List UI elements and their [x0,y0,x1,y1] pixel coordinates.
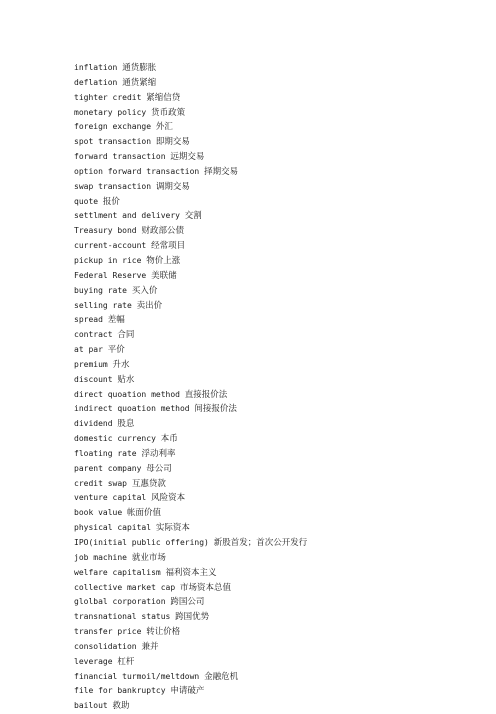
glossary-entry [74,76,434,91]
entry-translation: 转让价格 [146,627,181,638]
entry-term: transnational status [74,612,171,622]
glossary-entry [74,610,434,625]
entry-term: discount [74,374,113,384]
entry-translation: 股息 [117,419,135,430]
glossary-entry [74,417,434,432]
glossary-entry [74,328,434,343]
entry-term: file for bankruptcy [74,686,166,696]
glossary-entry [74,388,434,403]
glossary-entry [74,491,434,506]
entry-translation: 间接报价法 [194,404,237,415]
entry-translation: 申请破产 [170,686,205,697]
entry-term: IPO(initial public offering) [74,538,209,547]
entry-translation: 实际资本 [155,523,190,534]
entry-translation: 即期交易 [155,137,190,148]
entry-translation: 合同 [117,330,135,341]
entry-translation: 财政部公债 [141,226,184,237]
glossary-entry [74,684,434,699]
glossary-entry [74,269,434,284]
entry-translation: 救助 [112,701,130,712]
glossary-entry [74,551,434,566]
entry-term: current-account [74,241,147,251]
glossary-entry [74,224,434,239]
entry-term: monetary policy [74,107,147,117]
entry-translation: 买入价 [131,285,158,296]
entry-term: parent company [74,463,142,473]
entry-translation: 市场资本总值 [179,582,231,593]
entry-term: financial turmoil/meltdown [74,671,200,681]
glossary-entry [74,536,434,551]
entry-translation: 互惠贷款 [131,478,166,489]
entry-translation: 经常项目 [151,241,186,252]
entry-translation: 通货紧缩 [122,77,157,88]
entry-translation: 交割 [184,211,202,222]
glossary-entry [74,699,434,714]
entry-term: spot transaction [74,137,152,147]
entry-term: option forward transaction [74,166,200,176]
glossary-entry [74,432,434,447]
entry-translation: 跨国优势 [175,612,210,623]
glossary-entry [74,343,434,358]
entry-term: Federal Reserve [74,270,147,280]
glossary-entry [74,120,434,135]
glossary-entry [74,640,434,655]
glossary-entry [74,581,434,596]
entry-term: credit swap [74,478,127,488]
entry-translation: 报价 [102,196,120,207]
entry-translation: 帐面价值 [127,508,162,519]
entry-term: at par [74,345,103,355]
glossary-entry [74,358,434,373]
entry-term: Treasury bond [74,226,137,236]
entry-translation: 跨国公司 [170,597,205,608]
entry-translation: 新股首发；首次公开发行 [213,538,308,548]
entry-translation: 货币政策 [151,107,186,118]
entry-translation: 择期交易 [204,166,239,177]
glossary-entry [74,91,434,106]
glossary-entry [74,595,434,610]
entry-term: dividend [74,419,113,429]
entry-translation: 紧缩信贷 [146,92,181,103]
entry-translation: 兼并 [141,641,159,652]
entry-term: indirect quoation method [74,404,190,414]
glossary-list [74,61,434,714]
entry-term: transfer price [74,627,142,637]
entry-term: spread [74,315,103,325]
entry-translation: 远期交易 [170,152,205,163]
entry-term: physical capital [74,523,152,533]
entry-translation: 通货膨胀 [122,63,157,73]
glossary-entry [74,447,434,462]
entry-term: job machine [74,552,127,562]
entry-term: venture capital [74,493,147,503]
entry-term: swap transaction [74,181,152,191]
entry-term: buying rate [74,285,127,295]
entry-term: bailout [74,701,108,711]
glossary-entry [74,313,434,328]
entry-term: quote [74,196,99,206]
entry-translation: 风险资本 [151,493,186,504]
entry-term: inflation [74,63,118,72]
entry-term: book value [74,508,123,518]
entry-translation: 平价 [107,345,125,356]
entry-translation: 就业市场 [131,552,166,563]
entry-translation: 金融危机 [204,671,239,682]
glossary-entry [74,670,434,685]
entry-translation: 福利资本主义 [165,567,217,578]
entry-term: premium [74,359,108,369]
glossary-entry [74,135,434,150]
glossary-entry [74,61,434,76]
entry-term: direct quoation method [74,389,180,399]
glossary-entry [74,180,434,195]
glossary-entry [74,209,434,224]
entry-translation: 卖出价 [136,300,163,311]
entry-translation: 外汇 [155,122,173,133]
entry-term: glolbal corporation [74,597,166,607]
glossary-entry [74,462,434,477]
entry-translation: 差幅 [107,315,125,326]
entry-translation: 调期交易 [155,181,190,192]
entry-term: settlment and delivery [74,211,180,221]
glossary-entry [74,655,434,670]
entry-translation: 母公司 [146,463,172,474]
glossary-entry [74,284,434,299]
glossary-entry [74,165,434,180]
glossary-entry [74,239,434,254]
glossary-entry [74,566,434,581]
glossary-entry [74,625,434,640]
entry-translation: 贴水 [117,374,135,385]
entry-translation: 直接报价法 [184,389,228,400]
entry-term: welfare capitalism [74,567,161,577]
glossary-entry [74,106,434,121]
entry-translation: 杠杆 [117,656,135,667]
entry-term: collective market cap [74,582,176,592]
glossary-entry [74,254,434,269]
entry-term: floating rate [74,448,137,458]
glossary-entry [74,195,434,210]
glossary-entry [74,373,434,388]
entry-term: deflation [74,77,118,87]
entry-term: forward transaction [74,152,166,162]
entry-term: selling rate [74,300,132,310]
entry-translation: 升水 [112,359,130,370]
entry-term: contract [74,330,113,340]
glossary-entry [74,150,434,165]
glossary-entry [74,402,434,417]
glossary-entry [74,299,434,314]
entry-term: foreign exchange [74,122,152,132]
entry-term: tighter credit [74,92,142,102]
glossary-entry [74,477,434,492]
glossary-entry [74,521,434,536]
entry-term: domestic currency [74,434,156,444]
entry-translation: 本币 [160,434,178,445]
entry-term: pickup in rice [74,255,142,265]
entry-translation: 美联储 [151,270,177,281]
entry-translation: 物价上涨 [146,255,181,266]
glossary-entry [74,506,434,521]
entry-translation: 浮动利率 [141,448,176,459]
entry-term: leverage [74,656,113,666]
entry-term: consolidation [74,641,137,651]
